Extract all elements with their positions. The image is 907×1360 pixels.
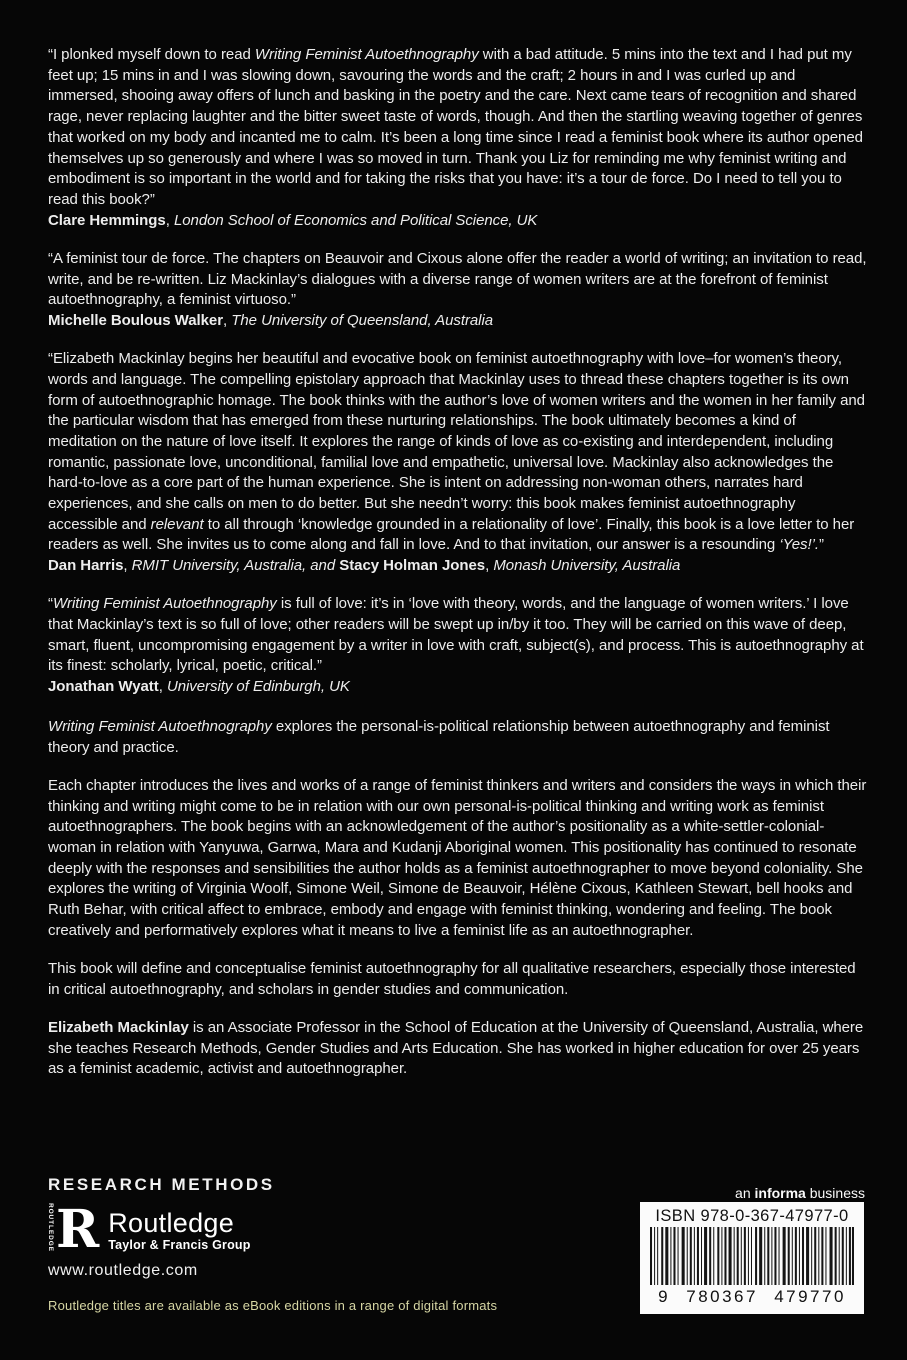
description-paragraph-2: Each chapter introduces the lives and works of a range of feminist thinkers and writers and considers the ways in which their thinking and writing might come to be in relation with our own personal-is-political thinking and writing work as feminist autoethnographers. The book begins with an acknowledgement of the author’s positionality as a white-settler-colonial-woman in relation with Yanyuwa, Garrwa, Mara and Kudanji Aboriginal women. This positionality has continued to resonate deeply with the responses and sensibilities the author holds as a feminist autoethnographer to move beyond coloniality. She explores the writing of Virginia Woolf, Simone Weil, Simone de Beauvoir, Hélène Cixous, Kathleen Stewart, bell hooks and Ruth Behar, with critical affect to embrace, embody and engage with feminist thinking, wondering and feeling. The book creatively and performatively explores what it means to live a feminist life as an autoethnographer. <box>48 776 867 939</box>
routledge-logo <box>47 1199 251 1260</box>
quote-attribution: Dan Harris, RMIT University, Australia, and Stacy Holman Jones, Monash University, Australia <box>48 557 681 575</box>
quote-attribution: Jonathan Wyatt, University of Edinburgh, UK <box>48 678 350 696</box>
back-cover-text-column <box>48 45 867 1097</box>
description-paragraph-1: Writing Feminist Autoethnography explores the personal-is-political relationship between autoethnography and feminist theory and practice. <box>48 717 830 756</box>
series-label: RESEARCH METHODS <box>48 1175 275 1194</box>
publisher-group: Taylor & Francis Group <box>108 1237 251 1252</box>
publisher-name: Routledge <box>108 1207 235 1238</box>
endorsement-quote-1 <box>48 45 867 231</box>
routledge-r-mark-icon: R <box>56 1199 100 1260</box>
endorsement-quote-2 <box>48 249 867 332</box>
routledge-vertical-text: ROUTLEDGE <box>47 1203 54 1252</box>
isbn-barcode <box>640 1202 864 1314</box>
endorsement-quote-3 <box>48 349 867 577</box>
quote-text: “I plonked myself down to read Writing Feminist Autoethnography with a bad attitude. 5 mins into the text and I had put my feet up; 15 mins in and I was slowing down, savouring the words and the craft; 2 hours in and I was curled up and immersed, shooing away offers of lunch and basking in the poetry and the care. Next came tears of recognition and shared rage, never replacing laughter and the bitter sweet taste of words, though. And then the startling weaving together of genres that worked on my body and incanted me to calm. It’s been a long time since I read a feminist book where its author opened themselves up so generously and where I was so moved in turn. Thank you Liz for reminding me why feminist writing and embodiment is so important in the world and for taking the risks that you have: it’s a tour de force. Do I need to tell you to read this book?” <box>48 46 863 208</box>
informa-post: business <box>805 1185 865 1201</box>
quote-attribution: Clare Hemmings, London School of Economics and Political Science, UK <box>48 211 538 229</box>
isbn-label: ISBN 978-0-367-47977-0 <box>655 1207 849 1225</box>
publisher-names <box>108 1209 250 1252</box>
description-paragraph-3: This book will define and conceptualise feminist autoethnography for all qualitative researchers, especially those interested in critical autoethnography, and scholars in gender studies and communication. <box>48 959 856 998</box>
informa-bold: informa <box>754 1185 806 1201</box>
quote-text: “A feminist tour de force. The chapters on Beauvoir and Cixous alone offer the reader a world of writing; an invitation to read, write, and be re-written. Liz Mackinlay’s dialogues with a diverse range of women writers are at the forefront of feminist autoethnography, a feminist virtuoso.” <box>48 249 867 309</box>
informa-pre: an <box>735 1185 755 1201</box>
endorsement-quote-4 <box>48 594 867 698</box>
barcode-bars-icon <box>650 1227 854 1285</box>
barcode-digits: 9 780367 479770 <box>658 1287 846 1306</box>
quote-text: “Elizabeth Mackinlay begins her beautiful and evocative book on feminist autoethnography with love–for women’s theory, words and language. The compelling epistolary approach that Mackinlay uses to thread these chapters together is its own form of autoethnographic homage. The book thinks with the author’s love of women writers and the women in her family and the particular wisdom that has emerged from these nurturing relationships. The book ultimately becomes a kind of meditation on the nature of love itself. It explores the range of kinds of love as co-existing and interdependent, including romantic, passionate love, unconditional, familial love and empathetic, universal love. Mackinlay also acknowledges the hard-to-love as a core part of the human experience. She is intent on addressing non-woman others, narrates hard experiences, and she calls on men to do better. But she needn’t worry: this book makes feminist autoethnography accessible and relevant to all through ‘knowledge grounded in a relationality of love’. Finally, this book is a love letter to her readers as well. She invites us to come along and fall in love. And to that invitation, our answer is a resounding ‘Yes!’.” <box>48 350 865 554</box>
quote-text: “Writing Feminist Autoethnography is full of love: it’s in ‘love with theory, words, and the language of women writers.’ I love that Mackinlay’s text is so full of love; other readers will be swept up in/by it too. They will be carried on this wave of deep, smart, fluent, uncompromising engagement by a writer in love with craft, subject(s), and process. This is autoethnography at its finest: scholarly, lyrical, poetic, critical.” <box>48 595 864 675</box>
author-bio: Elizabeth Mackinlay is an Associate Professor in the School of Education at the University of Queensland, Australia, where she teaches Research Methods, Gender Studies and Arts Education. She has worked in higher education for over 25 years as a feminist academic, activist and autoethnographer. <box>48 1018 864 1078</box>
website-url: www.routledge.com <box>48 1262 198 1279</box>
ebook-note: Routledge titles are available as eBook editions in a range of digital formats <box>48 1298 498 1313</box>
quote-attribution: Michelle Boulous Walker, The University of Queensland, Australia <box>48 311 494 329</box>
informa-tagline <box>735 1185 865 1201</box>
